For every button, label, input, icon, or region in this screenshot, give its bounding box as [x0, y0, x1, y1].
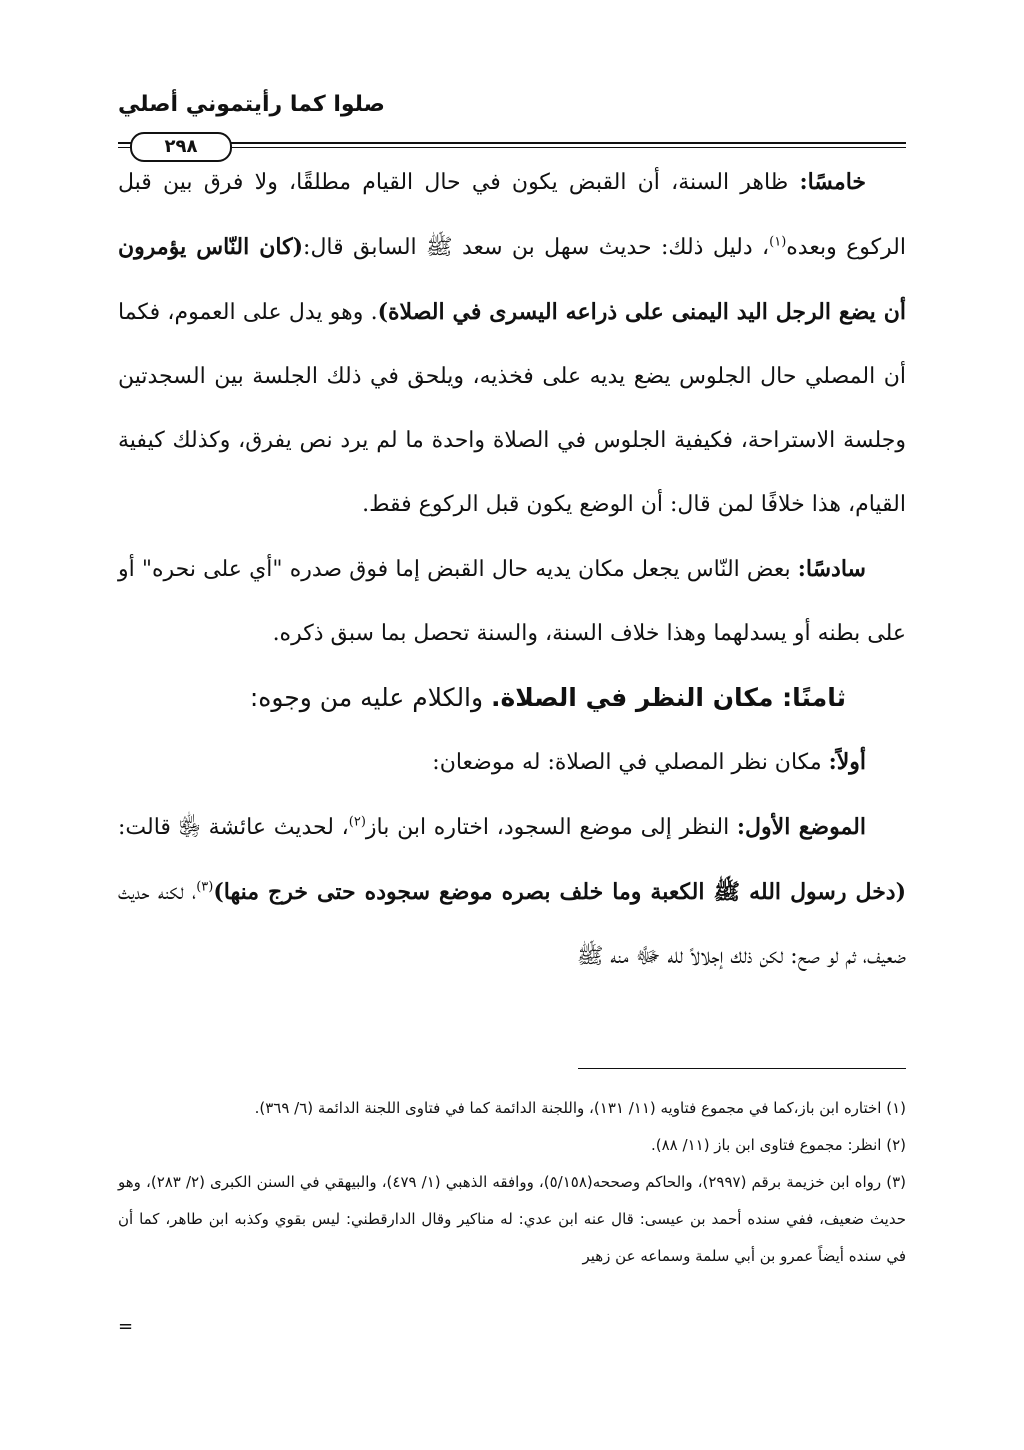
footnote-ref: (٣) [196, 879, 214, 895]
paragraph-text: ظاهر السنة، أن القبض يكون في حال القيام مطلقًا، ولا فرق بين قبل الركوع وبعده [118, 170, 906, 260]
footnote-ref: (١) [769, 234, 787, 250]
heading-main: ثامنًا: مكان النظر في الصلاة. [491, 683, 846, 712]
paragraph-text: ، لحديث عائشة ﵂ قالت: [118, 815, 349, 840]
paragraph-text: ، لكنه حديث ضعيف، ثم لو صح: لكن ذلك إجلالاً لله ﷻ منه ﷺ [118, 880, 906, 969]
header-rule [118, 142, 906, 144]
main-text [118, 150, 906, 989]
page-number: ٢٩٨ [130, 132, 232, 162]
footnote: (١) اختاره ابن باز،كما في مجموع فتاويه (١١/ ١٣١)، واللجنة الدائمة كما في فتاوى اللجنة الدائمة (٦/ ٣٦٩). [254, 1099, 906, 1117]
paragraph-first [118, 730, 906, 795]
running-title: صلوا كما رأيتموني أصلي [118, 92, 385, 117]
header-rule-thin [118, 147, 906, 148]
paragraph-label: خامسًا: [799, 169, 866, 195]
footnote: (٢) انظر: مجموع فتاوى ابن باز (١١/ ٨٨). [650, 1136, 906, 1154]
paragraph-text: النظر إلى موضع السجود، اختاره ابن باز [365, 815, 737, 840]
paragraph-label: أولاً: [828, 749, 866, 775]
paragraph-sixth [118, 537, 906, 666]
hadith-quote: (كان النّاس يؤمرون أن يضع الرجل اليد اليمنى على ذراعه اليسرى في الصلاة) [118, 234, 906, 325]
page-header [118, 86, 906, 156]
hadith-quote: (دخل رسول الله ﷺ الكعبة وما خلف بصره موضع سجوده حتى خرج منها) [213, 879, 906, 905]
footnotes [118, 1090, 906, 1275]
footnote-separator [578, 1068, 906, 1069]
paragraph-text: . وهو يدل على العموم، فكما أن المصلي حال الجلوس يضع يديه على فخذيه، ويلحق في ذلك الجلسة بين السجدتين وجلسة الاستراحة، فكيفية الجلوس في الصلاة واحدة ما لم يرد نص يفرق، وكذلك كيفية القيام، هذا خلافًا لمن قال: أن الوضع يكون قبل الركوع فقط. [118, 300, 906, 517]
paragraph-first-position [118, 795, 906, 989]
paragraph-text: ، دليل ذلك: حديث سهل بن سعد ﷺ السابق قال: [303, 235, 770, 260]
paragraph-fifth [118, 150, 906, 537]
paragraph-label: سادسًا: [797, 556, 866, 582]
heading-sub: والكلام عليه من وجوه: [249, 683, 492, 712]
section-heading [118, 666, 906, 730]
paragraph-text: بعض النّاس يجعل مكان يديه حال القبض إما فوق صدره "أي على نحره" أو على بطنه أو يسدلهما وهذا خلاف السنة، والسنة تحصل بما سبق ذكره. [118, 557, 906, 646]
paragraph-text: مكان نظر المصلي في الصلاة: له موضعان: [432, 750, 829, 775]
footnote-ref: (٢) [348, 814, 366, 830]
continuation-mark: = [118, 1316, 134, 1337]
paragraph-label: الموضع الأول: [736, 814, 866, 840]
footnote: (٣) رواه ابن خزيمة برقم (٢٩٩٧)، والحاكم وصححه(٥/١٥٨)، ووافقه الذهبي (١/ ٤٧٩)، والبيهقي في السنن الكبرى (٢/ ٢٨٣)، وهو حديث ضعيف، ففي سنده أحمد بن عيسى: قال عنه ابن عدي: له مناكير وقال الدارقطني: ليس بقوي وكذبه ابن طاهر، كما أن في سنده أيضاً عمرو بن أبي سلمة وسماعه عن زهير [118, 1173, 906, 1265]
